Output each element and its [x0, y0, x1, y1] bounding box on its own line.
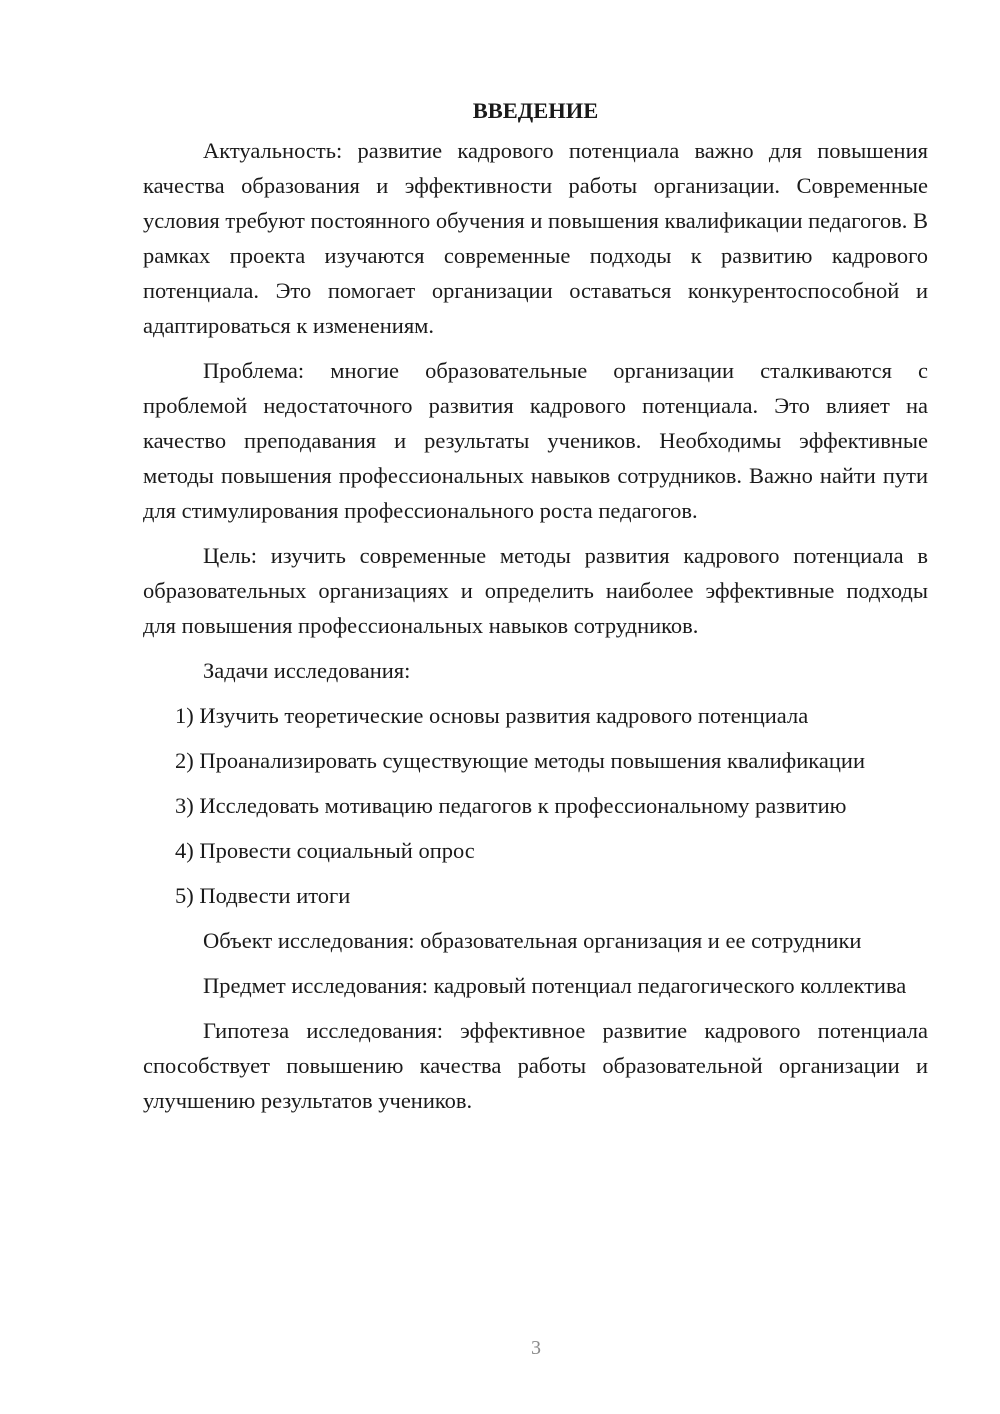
task-item: 2) Проанализировать существующие методы повышения квалификации [175, 748, 865, 773]
problem-paragraph: Проблема: многие образовательные организации сталкиваются с проблемой недостаточного развития кадрового потенциала. Это влияет на качество преподавания и результаты учеников. Необходимы эффективные методы повышения профессиональных навыков сотрудников. Важно найти пути для стимулирования профессионального роста педагогов. [143, 358, 928, 523]
task-item: 1) Изучить теоретические основы развития кадрового потенциала [175, 703, 809, 728]
task-item: 3) Исследовать мотивацию педагогов к профессиональному развитию [175, 793, 847, 818]
hypothesis-paragraph: Гипотеза исследования: эффективное развитие кадрового потенциала способствует повышению качества работы образовательной организации и улучшению результатов учеников. [143, 1018, 928, 1113]
task-item: 5) Подвести итоги [175, 883, 351, 908]
object-paragraph: Объект исследования: образовательная организация и ее сотрудники [203, 928, 862, 953]
page-title: ВВЕДЕНИЕ [472, 98, 599, 123]
tasks-heading: Задачи исследования: [203, 658, 411, 683]
page-number: 3 [531, 1337, 541, 1359]
page-content [143, 93, 928, 1128]
actuality-paragraph: Актуальность: развитие кадрового потенциала важно для повышения качества образования и эффективности работы организации. Современные условия требуют постоянного обучения и повышения квалификации педагогов. В рамках проекта изучаются современные подходы к развитию кадрового потенциала. Это помогает организации оставаться конкурентоспособной и адаптироваться к изменениям. [143, 138, 928, 338]
task-item: 4) Провести социальный опрос [175, 838, 475, 863]
subject-paragraph: Предмет исследования: кадровый потенциал педагогического коллектива [203, 973, 907, 998]
goal-paragraph: Цель: изучить современные методы развития кадрового потенциала в образовательных организациях и определить наиболее эффективные подходы для повышения профессиональных навыков сотрудников. [143, 543, 928, 638]
